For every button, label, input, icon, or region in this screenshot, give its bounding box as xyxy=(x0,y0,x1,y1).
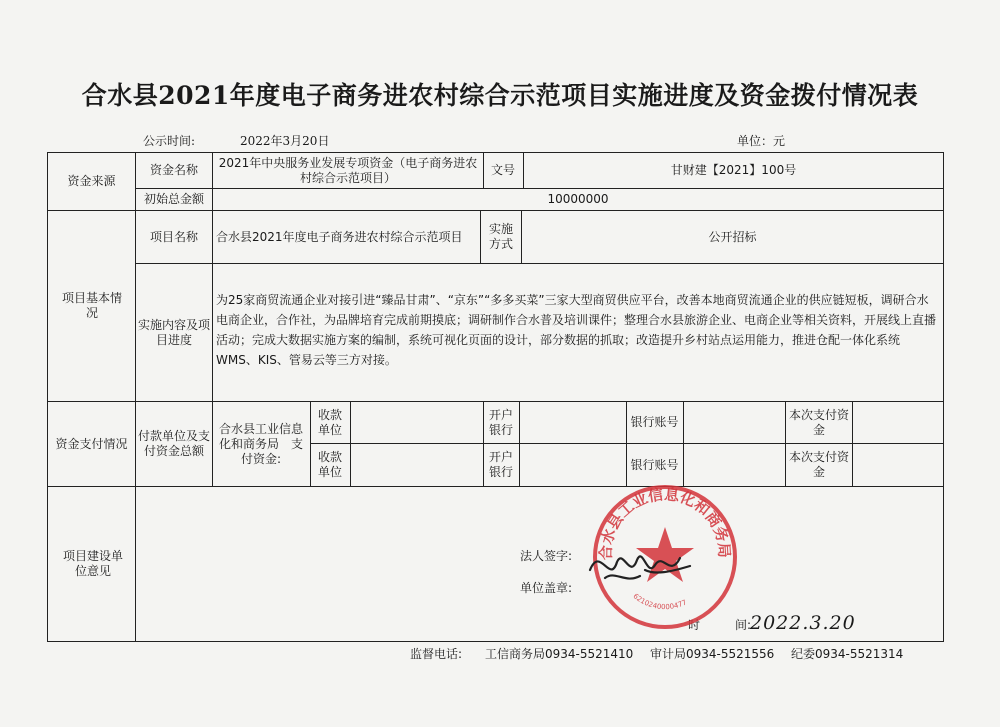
phone-discipline: 纪委0934-5521314 xyxy=(791,647,904,661)
table-rule xyxy=(47,486,944,487)
table-rule xyxy=(683,401,684,486)
time-label-1: 时 xyxy=(688,618,701,632)
publish-time-label: 公示时间: xyxy=(143,134,196,148)
initial-amount-label: 初始总金额 xyxy=(143,192,204,206)
payee-label: 收款单位 xyxy=(317,407,342,437)
seal-number: 6210240000477 xyxy=(631,592,688,612)
table-rule xyxy=(310,401,311,486)
doc-number-value: 甘财建【2021】100号 xyxy=(670,163,797,177)
section-payment: 资金支付情况 xyxy=(55,436,128,451)
table-border-left xyxy=(47,152,48,641)
section-opinion: 项目建设单位意见 xyxy=(62,549,123,578)
project-name-value: 合水县2021年度电子商务进农村综合示范项目 xyxy=(216,229,463,244)
publish-date: 2022年3月20日 xyxy=(240,134,330,148)
bank-label: 开户银行 xyxy=(488,450,513,479)
table-rule xyxy=(785,401,786,486)
amount-label: 本次支付资金 xyxy=(788,450,849,479)
legal-signature-label: 法人签字: xyxy=(520,549,573,563)
fund-name-value: 2021年中央服务业发展专项资金（电子商务进农村综合示范项目） xyxy=(218,155,478,185)
document-title: 合水县2021年度电子商务进农村综合示范项目实施进度及资金拨付情况表 xyxy=(81,81,919,110)
table-rule xyxy=(212,210,213,401)
handwritten-date: 2022.3.20 xyxy=(750,612,856,634)
time-label-2: 间: xyxy=(735,618,752,632)
seal-label: 单位盖章: xyxy=(520,581,573,595)
table-rule xyxy=(483,152,484,188)
table-border-bottom xyxy=(47,641,944,642)
doc-number-label: 文号 xyxy=(491,163,516,177)
method-value: 公开招标 xyxy=(708,229,757,244)
section-fund-source: 资金来源 xyxy=(67,174,116,188)
supervision-label: 监督电话: xyxy=(410,647,463,661)
payer-label: 付款单位及支付资金总额 xyxy=(138,429,211,458)
table-rule xyxy=(135,263,944,264)
seal-text: 合水县工业信息化和商务局 xyxy=(596,485,734,561)
svg-text:6210240000477 xyxy=(631,592,687,611)
project-name-label: 项目名称 xyxy=(149,229,198,244)
table-rule xyxy=(350,401,351,486)
phone-commerce: 工信商务局0934-5521410 xyxy=(485,647,634,661)
table-rule xyxy=(483,401,484,486)
content-label: 实施内容及项目进度 xyxy=(138,317,211,347)
fund-name-label: 资金名称 xyxy=(149,163,198,177)
table-border-right xyxy=(943,152,944,641)
account-label: 银行账号 xyxy=(630,415,679,429)
table-rule xyxy=(480,210,481,263)
content-value: 为25家商贸流通企业对接引进“臻品甘肃”、“京东”“多多买菜”三家大型商贸供应平台，改善本地商贸流通企业的供应链短板，调研合水电商企业，合作社，为品牌培育完成前期摸底；调研制作合水普及培训课件；整理合水县旅游企业、电商企业等相关资料，开展线上直播活动；完成大数据实施方案的编制，系统可视化页面的设计，部分数据的抓取；改造提升乡村站点运用能力，推进仓配一体化系统WMS、KIS、管易云等三方对接。 xyxy=(216,293,937,367)
method-label: 实施方式 xyxy=(488,222,513,251)
table-rule xyxy=(519,401,520,486)
signature xyxy=(585,540,695,590)
table-rule xyxy=(852,401,853,486)
table-rule xyxy=(212,401,213,486)
unit-label: 单位：元 xyxy=(737,134,786,148)
initial-amount-value: 10000000 xyxy=(547,192,609,206)
account-label: 银行账号 xyxy=(630,457,679,472)
payee-label: 收款单位 xyxy=(317,450,342,479)
table-rule xyxy=(626,401,627,486)
bank-label: 开户银行 xyxy=(488,407,513,437)
payer-value: 合水县工业信息化和商务局 支付资金: xyxy=(218,421,303,466)
phone-audit: 审计局0934-5521556 xyxy=(650,647,775,661)
amount-label: 本次支付资金 xyxy=(788,407,849,437)
section-project-info: 项目基本情况 xyxy=(62,291,123,320)
